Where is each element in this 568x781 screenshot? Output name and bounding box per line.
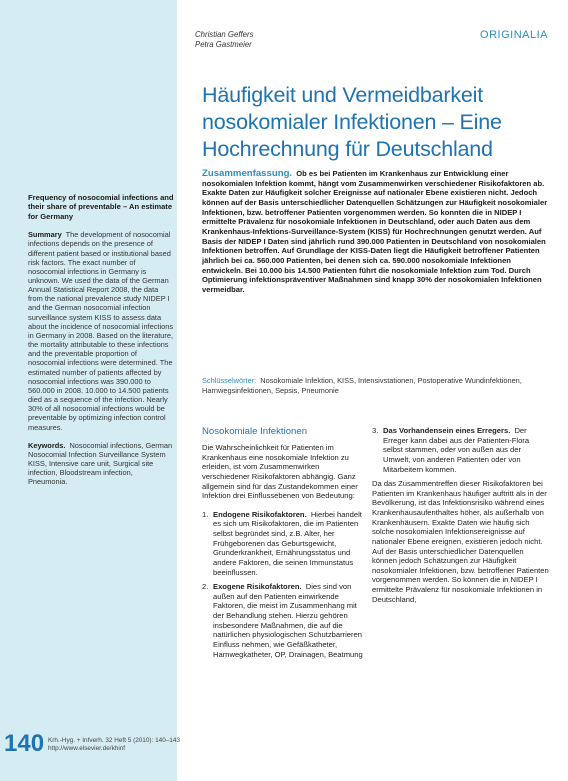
- summary-text: The development of nosocomial infections depends on the presence of different patient based or institutional based risk factors. The exact number of nosocomial infections in Germany is unknown. We used the data of the German Annual Statistical Report 2008, the data from the national prevalence study NIDEP I and the German nosocomial infection surveillance system KISS to assess data about the incidence of nosocomial infections in Germany in 2008. Based on the literature, the mortality attributable to these infections and the preventable proportion of nosocomial infections were determined. The estimated number of patients affected by nosocomial infections was 390.000 to 560.000 in 2008. 10.000 to 14.500 patients died as a sequence of the infection. Nearly 30% of all nosocomial infections would be preventable by optimizing infection control measures.: [28, 230, 174, 432]
- german-abstract: [202, 169, 552, 295]
- author-list: [195, 30, 254, 49]
- factor-title: Das Vorhandensein eines Erregers.: [383, 426, 511, 435]
- risk-factor-list: [202, 510, 367, 659]
- abstract-label: Zusammenfassung.: [202, 168, 293, 179]
- footer-citation: [48, 737, 180, 753]
- author-name: Christian Geffers: [195, 30, 254, 39]
- keywords-de-label: Schlüsselwörter:: [202, 376, 257, 385]
- journal-url[interactable]: http://www.elsevier.de/khinf: [48, 745, 126, 752]
- german-keywords: [202, 376, 552, 395]
- list-number: 1.: [202, 509, 209, 519]
- page-number: 140: [4, 730, 45, 757]
- journal-citation: Krh.-Hyg. + Infverh. 32 Heft 5 (2010): 140–143: [48, 737, 180, 744]
- body-paragraph: Da das Zusammentreffen dieser Risikofaktoren bei Patienten im Krankenhaus häufiger auftritt als in der Bevölkerung, ist das Infektionsrisiko während eines Krankenhausaufenthaltes höher, als außerhalb von Krankenhäusern. Exakte Daten wie häufig sich solche nosokomialen Infektionsereignisse auf nationaler Ebene ereignen, existieren jedoch nicht. Auf der Basis unterschiedlicher Datenquellen können jedoch Schätzungen zur Häufigkeit nosokomialer Infektionen, bzw. betroffener Patienten vorgenommen werden. So können die in NIDEP I ermittelte Prävalenz für nosokomiale Infektionen in Deutschland,: [372, 479, 549, 604]
- article-title: Häufigkeit und Vermeidbarkeit nosokomialer Infektionen – Eine Hochrechnung für Deutschland: [202, 83, 502, 161]
- factor-title: Exogene Risikofaktoren.: [213, 582, 302, 592]
- factor-text: Hierbei handelt es sich um Risikofaktoren, die im Patienten selbst begründet sind, z.B. Alter, her Frühgeborenen das Geburtsgewicht, Grunderkrankheit, Ernährungsstatus und andere Faktoren, die seinen Immunstatus beeinflussen.: [213, 509, 362, 577]
- factor-text: Dies sind von außen auf den Patienten einwirkende Faktoren, die meist im Zusammenhang mit der Behandlung stehen. Hierzu gehören insbesondere Maßnahmen, die auf die natürlichen physiologischen Schutzbarrieren Einfluss nehmen, wie Gefäßkatheter, Harnwegkatheter, OP, Drainagen, Beatmung: [213, 582, 363, 659]
- list-number: 3.: [372, 426, 379, 435]
- body-column-left: [202, 426, 367, 664]
- english-abstract: [28, 193, 174, 486]
- summary-label: Summary: [28, 230, 62, 240]
- abstract-text: Ob es bei Patienten im Krankenhaus zur Entwicklung einer nosokomialen Infektion kommt, hängt vom Zusammenwirken verschiedener Risikofaktoren ab. Exakte Daten zur Häufigkeit solcher Ereignisse auf nationaler Ebene existieren nicht. Jedoch können auf der Basis unterschiedlicher Datenquellen Schätzungen zur Häufigkeit nosokomialer Infektionen, bzw. betroffener Patienten vorgenommen werden. So konnten die in NIDEP I ermittelte Prävalenz für nosokomiale Infektionen in Deutschland, oder auch Daten aus dem Krankenhaus-Infektions-Surveillance-System (KISS) für Hochrechnungen genutzt werden. Auf Basis der NIDEP I Daten sind jährlich rund 390.000 Patienten in Deutschland von nosokomialen Infektionen betroffen. Auf Grundlage der KISS-Daten liegt die Häufigkeit betroffener Patienten jährlich bei ca. 560.000 Patienten, bei denen sich ca. 590.000 nosokomiale Infektionen entwickeln. Bei 10.000 bis 14.500 Patienten führt die nosokomiale Infektion zum Tod. Durch Optimierung infektionspräventiver Maßnahmen sind knapp 30% der nosokomialen Infektionen vermeidbar.: [202, 169, 548, 294]
- intro-paragraph: Die Wahrscheinlichkeit für Patienten im Krankenhaus eine nosokomiale Infektion zu erleiden, ist vom Zusammenwirken verschiedener Risikofaktoren abhängig. Ganz allgemein sind für das Zustandekommen einer Infektion drei Einflussebenen von Bedeutung:: [202, 443, 358, 501]
- factor-text: Der Erreger kann dabei aus der Patienten-Flora selbst stammen, oder von außen aus der Umwelt, von anderen Patienten oder von Mitarbeitern kommen.: [383, 426, 530, 474]
- english-sidebar: [0, 0, 177, 781]
- english-keywords: [28, 441, 174, 487]
- list-item: [202, 582, 367, 659]
- list-item: [372, 426, 550, 474]
- list-item: [202, 510, 367, 577]
- section-heading: Nosokomiale Infektionen: [202, 426, 308, 437]
- risk-factor-list: [372, 426, 550, 474]
- keywords-label: Keywords.: [28, 440, 66, 450]
- english-summary: [28, 230, 174, 431]
- keywords-de-text: Nosokomiale Infektion, KISS, Intensivstationen, Postoperative Wundinfektionen, Harnwegsinfektionen, Sepsis, Pneumonie: [202, 376, 522, 395]
- keywords-text: Nosocomial infections, German Nosocomial Infection Surveillance System KISS, Intensive care unit, Surgical site infection, Bloodstream infection, Pneumonia.: [28, 440, 173, 487]
- factor-title: Endogene Risikofaktoren.: [213, 509, 307, 519]
- author-name: Petra Gastmeier: [195, 39, 252, 49]
- english-title: Frequency of nosocomial infections and their share of preventable – An estimate for Germany: [28, 193, 174, 221]
- section-label: ORIGINALIA: [480, 29, 548, 41]
- body-column-right: [372, 426, 550, 613]
- list-number: 2.: [202, 582, 209, 592]
